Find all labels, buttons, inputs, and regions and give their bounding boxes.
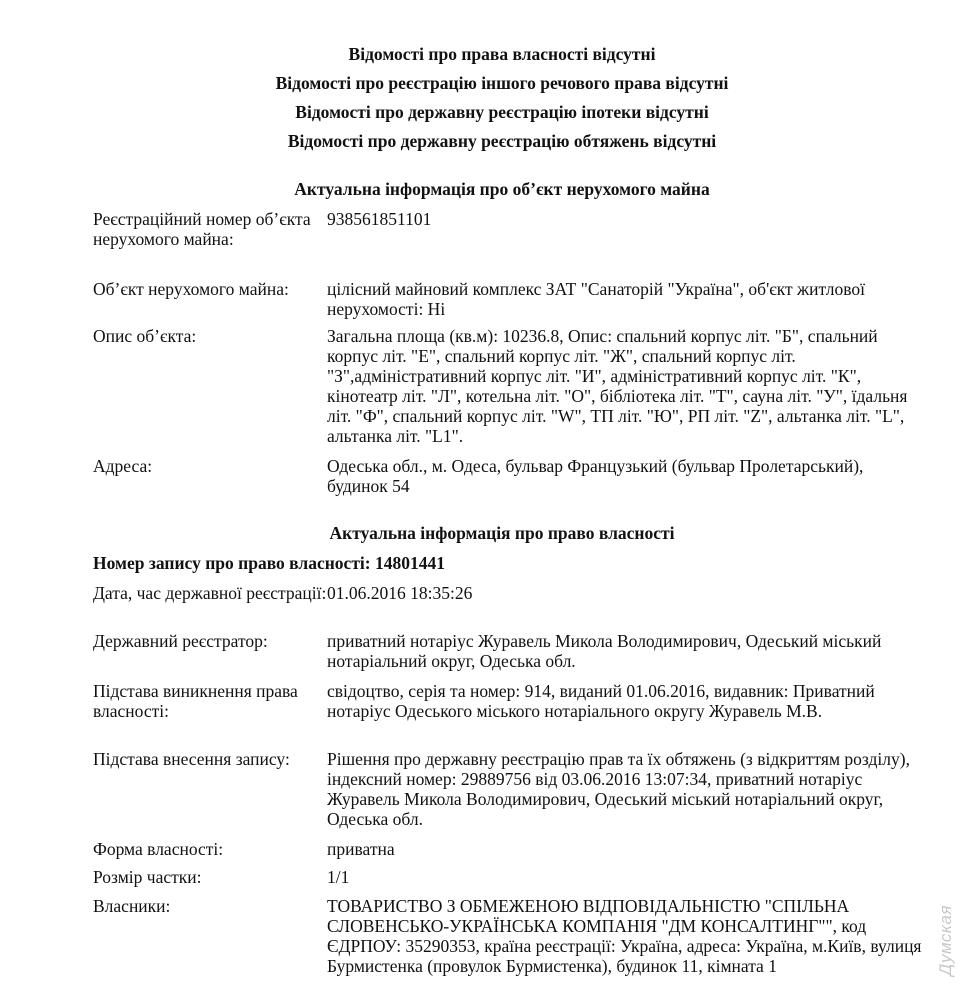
entry-basis-row bbox=[93, 749, 933, 829]
row-value: свідоцтво, серія та номер: 914, виданий 01.06.2016, видавник: Приватний нотаріус Одеського міського нотаріального округу Журавель М.В. bbox=[327, 681, 875, 721]
row-label: Власники: bbox=[93, 896, 171, 916]
ownership-form-row bbox=[93, 839, 933, 859]
row-value: цілісний майновий комплекс ЗАТ "Санаторій "Україна", об'єкт житлової нерухомості: Ні bbox=[327, 279, 865, 319]
object-reg-number-row bbox=[93, 209, 933, 249]
row-value: Загальна площа (кв.м): 10236.8, Опис: спальний корпус літ. "Б", спальний корпус літ. "Е", спальний корпус літ. "Ж", спальний корпус літ. "З",адміністративний корпус літ. "И", адміністративний корпус літ. "К", кінотеатр літ. "Л", котельна літ. "О", бібліотека літ. "Т", сауна літ. "У", їдальня літ. "Ф", спальний корпус літ. "W", ТП літ. "Ю", РП літ. "Z", альтанка літ. "L", альтанка літ. "L1". bbox=[327, 326, 908, 446]
heading-no-other-rights: Відомості про реєстрацію іншого речового права відсутні bbox=[275, 73, 729, 93]
row-label: Опис об’єкта: bbox=[93, 326, 197, 346]
object-section-title: Актуальна інформація про об’єкт нерухомого майна bbox=[294, 179, 710, 199]
watermark-logo: Думская bbox=[936, 905, 955, 976]
state-registrar-row bbox=[93, 631, 933, 671]
row-value: Одеська обл., м. Одеса, бульвар Французький (бульвар Пролетарський), будинок 54 bbox=[327, 456, 864, 496]
object-type-row bbox=[93, 279, 933, 319]
row-value: 938561851101 bbox=[327, 209, 432, 229]
owners-row bbox=[93, 896, 933, 976]
registration-datetime-row bbox=[93, 583, 933, 603]
row-label: Форма власності: bbox=[93, 839, 224, 859]
ownership-record-title: Номер запису про право власності: 14801441 bbox=[93, 553, 445, 573]
ownership-section-title: Актуальна інформація про право власності bbox=[329, 523, 675, 543]
heading-no-mortgage: Відомості про державну реєстрацію іпотеки відсутні bbox=[295, 102, 709, 122]
row-value: приватна bbox=[327, 839, 395, 859]
row-label: Адреса: bbox=[93, 456, 153, 476]
row-label: Підстава внесення запису: bbox=[93, 749, 290, 769]
row-label: Об’єкт нерухомого майна: bbox=[93, 279, 289, 299]
row-value: приватний нотаріус Журавель Микола Володимирович, Одеський міський нотаріальний округ, Одеська обл. bbox=[327, 631, 882, 671]
row-label: Розмір частки: bbox=[93, 867, 202, 887]
heading-no-encumbrance: Відомості про державну реєстрацію обтяжень відсутні bbox=[287, 131, 717, 151]
object-address-row bbox=[93, 456, 933, 496]
ownership-basis-row bbox=[93, 681, 933, 721]
row-label: Державний реєстратор: bbox=[93, 631, 268, 651]
row-label: Реєстраційний номер об’єкта нерухомого майна: bbox=[93, 209, 311, 249]
row-value: ТОВАРИСТВО З ОБМЕЖЕНОЮ ВІДПОВІДАЛЬНІСТЮ "СПІЛЬНА СЛОВЕНСЬКО-УКРАЇНСЬКА КОМПАНІЯ "ДМ КОНСАЛТИНГ"", код ЄДРПОУ: 35290353, країна реєстрації: Україна, адреса: Україна, м.Київ, вулиця Бурмистенка (провулок Бурмистенка), будинок 11, кімната 1 bbox=[327, 896, 922, 976]
heading-no-ownership: Відомості про права власності відсутні bbox=[348, 44, 656, 64]
row-value: 01.06.2016 18:35:26 bbox=[327, 583, 473, 603]
share-size-row bbox=[93, 867, 933, 887]
row-value: 1/1 bbox=[327, 867, 350, 887]
row-label: Підстава виникнення права власності: bbox=[93, 681, 298, 721]
row-label: Дата, час державної реєстрації: bbox=[93, 583, 327, 603]
object-description-row bbox=[93, 326, 933, 446]
row-value: Рішення про державну реєстрацію прав та їх обтяжень (з відкриттям розділу), індексний номер: 29889756 від 03.06.2016 13:07:34, приватний нотаріус Журавель Микола Володимирович, Одеський міський нотаріальний округ, Одеська обл. bbox=[327, 749, 910, 829]
